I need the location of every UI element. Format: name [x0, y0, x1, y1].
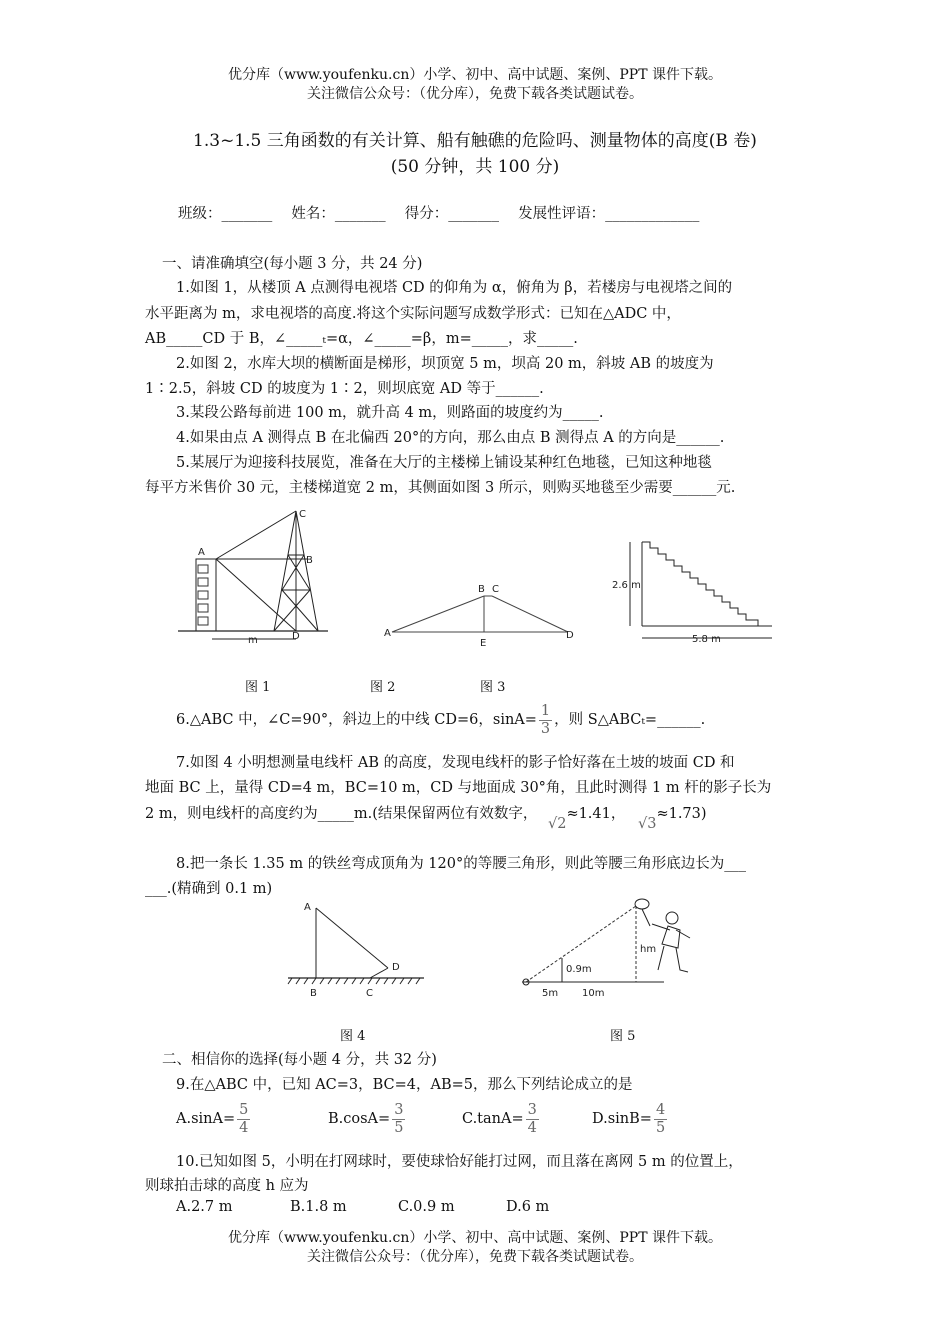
fig3-label-height: 2.6 m	[612, 580, 641, 591]
page-title: 1.3~1.5 三角函数的有关计算、船有触礁的危险吗、测量物体的高度(B 卷)	[193, 131, 757, 151]
q8-line2: ___.(精确到 0.1 m)	[145, 881, 273, 897]
q9-option-b-den: 5	[394, 1119, 404, 1136]
section1-heading: 一、请准确填空(每小题 3 分，共 24 分)	[162, 256, 423, 272]
q9-option-b-label: B.cosA=	[328, 1111, 391, 1127]
fig5-label-net: 0.9m	[566, 964, 592, 975]
q6-fraction	[539, 703, 552, 738]
figure-2	[382, 582, 582, 652]
fig3-caption: 图 3	[480, 680, 506, 695]
q9-option-c-label: C.tanA=	[462, 1111, 524, 1127]
figure-1	[178, 505, 338, 655]
fig5-label-10m: 10m	[582, 988, 605, 999]
fig2-label-D: D	[566, 630, 574, 641]
q9-option-a	[176, 1099, 252, 1139]
q10-option-d: D.6 m	[506, 1199, 550, 1215]
q6-denominator: 3	[540, 720, 551, 737]
q2-line1: 2.如图 2，水库大坝的横断面是梯形，坝顶宽 5 m，坝高 20 m，斜坡 AB 的坡度为	[176, 356, 714, 372]
q9-option-c-num: 3	[527, 1101, 537, 1118]
fig2-label-E: E	[480, 638, 487, 649]
q7-sqrt2-value: ≈1.41，	[566, 806, 626, 822]
q6-numerator: 1	[540, 702, 551, 719]
figure-5	[518, 896, 718, 1006]
q9-option-a-den: 4	[239, 1119, 249, 1136]
q6	[176, 700, 705, 740]
q9-option-a-label: A.sinA=	[176, 1111, 236, 1127]
q9-option-d-fraction	[654, 1102, 667, 1137]
fig1-label-m: m	[248, 635, 258, 646]
student-info-line: 班级：_______ 姓名：_______ 得分：_______ 发展性评语：_____________	[178, 206, 700, 222]
fig2-label-A: A	[384, 628, 391, 639]
q9-option-b	[328, 1099, 407, 1139]
q5-line1: 5.某展厅为迎接科技展览，准备在大厅的主楼梯上铺设某种红色地毯，已知这种地毯	[176, 455, 712, 471]
q10-option-c: C.0.9 m	[398, 1199, 455, 1215]
q7-line2: 地面 BC 上，量得 CD=4 m，BC=10 m，CD 与地面成 30°角，且此时测得 1 m 杆的影子长为	[145, 780, 772, 796]
fig1-label-C: C	[299, 509, 306, 520]
fig4-caption: 图 4	[340, 1029, 366, 1044]
q9-option-b-num: 3	[394, 1101, 404, 1118]
q9-option-d-label: D.sinB=	[592, 1111, 652, 1127]
q10-line1: 10.已知如图 5，小明在打网球时，要使球恰好能打过网，而且落在离网 5 m 的位置上，	[176, 1154, 743, 1170]
fig1-caption: 图 1	[245, 680, 271, 695]
q9-option-a-fraction	[237, 1102, 250, 1137]
figure-4	[286, 900, 436, 1000]
fig3-label-width: 5.8 m	[692, 634, 721, 645]
q7-line3	[145, 802, 707, 832]
fig4-label-D: D	[392, 962, 400, 973]
q1-line2: 水平距离为 m，求电视塔的高度.将这个实际问题写成数学形式：已知在△ADC 中，	[145, 306, 681, 322]
fig2-caption: 图 2	[370, 680, 396, 695]
q9-option-d	[592, 1099, 669, 1139]
header-line-2: 关注微信公众号：（优分库），免费下载各类试题试卷。	[307, 86, 643, 102]
q7-sqrt3-value: ≈1.73)	[656, 806, 707, 822]
q10-option-b: B.1.8 m	[290, 1199, 347, 1215]
section2-heading: 二、相信你的选择(每小题 4 分，共 32 分)	[162, 1052, 437, 1068]
q9-option-c-den: 4	[527, 1119, 537, 1136]
q4: 4.如果由点 A 测得点 B 在北偏西 20°的方向，那么由点 B 测得点 A 的方向是______.	[176, 430, 725, 446]
fig4-label-C: C	[366, 988, 373, 999]
q5-line2: 每平方米售价 30 元，主楼梯道宽 2 m，其侧面如图 3 所示，则购买地毯至少需要______元.	[145, 480, 736, 496]
q10-option-a: A.2.7 m	[176, 1199, 233, 1215]
fig1-label-A: A	[198, 547, 205, 558]
fig5-caption: 图 5	[610, 1029, 636, 1044]
q3: 3.某段公路每前进 100 m，就升高 4 m，则路面的坡度约为_____.	[176, 405, 604, 421]
q9-option-a-num: 5	[239, 1101, 249, 1118]
q9-option-d-den: 5	[655, 1119, 666, 1136]
header-line-1: 优分库（www.youfenku.cn）小学、初中、高中试题、案例、PPT 课件下载。	[227, 67, 722, 83]
q1-line1: 1.如图 1，从楼顶 A 点测得电视塔 CD 的仰角为 α，俯角为 β，若楼房与电视塔之间的	[176, 280, 733, 296]
page-subtitle: (50 分钟，共 100 分)	[390, 157, 560, 177]
q9-option-c	[462, 1099, 541, 1139]
footer-line-2: 关注微信公众号：（优分库），免费下载各类试题试卷。	[307, 1249, 643, 1265]
fig2-label-C: C	[492, 584, 499, 595]
q2-line2: 1∶2.5，斜坡 CD 的坡度为 1∶2，则坝底宽 AD 等于______.	[145, 381, 544, 397]
figure-3	[612, 540, 782, 650]
fig1-label-B: B	[306, 555, 313, 566]
fig5-label-h: hm	[640, 944, 657, 955]
fig2-label-B: B	[478, 584, 485, 595]
q7-line1: 7.如图 4 小明想测量电线杆 AB 的高度，发现电线杆的影子恰好落在土坡的坡面 CD 和	[176, 755, 735, 771]
q9-option-b-fraction	[392, 1102, 405, 1137]
fig4-label-A: A	[304, 902, 311, 913]
q10-line2: 则球拍击球的高度 h 应为	[145, 1178, 309, 1194]
q1-line3: AB_____CD 于 B，∠_____ₜ=α，∠_____=β，m=_____，求_____.	[145, 331, 578, 347]
q7-line3-text: 2 m，则电线杆的高度约为_____m.(结果保留两位有效数字，	[145, 806, 538, 822]
q8-line1: 8.把一条长 1.35 m 的铁丝弯成顶角为 120°的等腰三角形，则此等腰三角形底边长为___	[176, 856, 746, 872]
q7-sqrt2: √2	[547, 816, 567, 832]
q9-option-d-num: 4	[655, 1101, 666, 1118]
q7-sqrt3: √3	[637, 816, 657, 832]
fig5-label-5m: 5m	[542, 988, 559, 999]
q6-text-b: ，则 S△ABCₜ=______.	[554, 712, 706, 728]
fig4-label-B: B	[310, 988, 317, 999]
footer-line-1: 优分库（www.youfenku.cn）小学、初中、高中试题、案例、PPT 课件下载。	[227, 1230, 722, 1246]
q9: 9.在△ABC 中，已知 AC=3，BC=4，AB=5，那么下列结论成立的是	[176, 1077, 633, 1093]
fig1-label-D: D	[292, 631, 300, 642]
q6-text-a: 6.△ABC 中，∠C=90°，斜边上的中线 CD=6，sinA=	[176, 712, 537, 728]
q9-option-c-fraction	[526, 1102, 539, 1137]
